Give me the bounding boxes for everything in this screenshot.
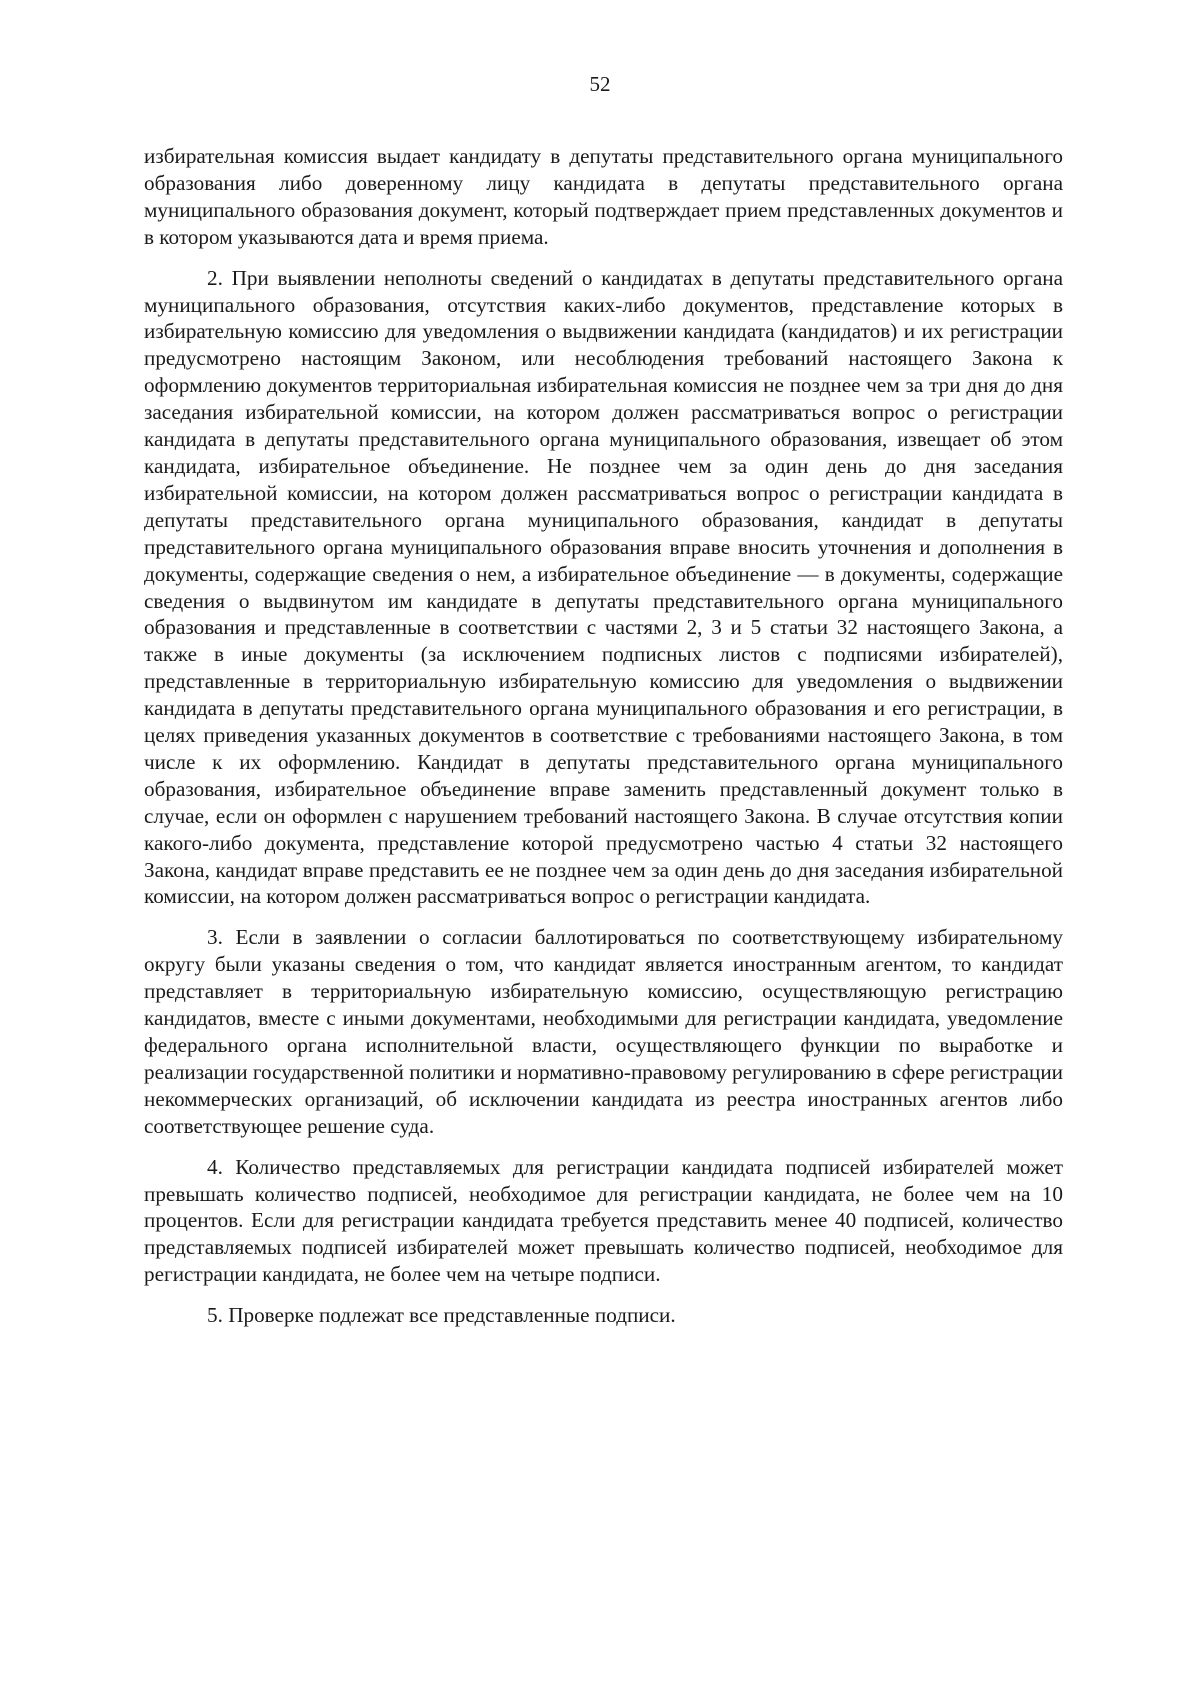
paragraph-4: 4. Количество представляемых для регистрации кандидата подписей избирателей может превышать количество подписей, необходимое для регистрации кандидата, не более чем на 10 процентов. Если для регистрации кандидата требуется представить менее 40 подписей, количество представляемых подписей избирателей может превышать количество подписей, необходимое для регистрации кандидата, не более чем на четыре подписи. <box>144 1154 1063 1287</box>
paragraph-continuation: избирательная комиссия выдает кандидату в депутаты представительного органа муниципального образования либо доверенному лицу кандидата в депутаты представительного органа муниципального образования документ, который подтверждает прием представленных документов и в котором указываются дата и время приема. <box>144 144 1063 249</box>
document-body <box>144 143 1063 1343</box>
paragraph-5: 5. Проверке подлежат все представленные подписи. <box>207 1303 676 1328</box>
page-number: 52 <box>589 72 611 96</box>
paragraph-3: 3. Если в заявлении о согласии баллотироваться по соответствующему избирательному округу были указаны сведения о том, что кандидат является иностранным агентом, то кандидат представляет в территориальную избирательную комиссию, осуществляющую регистрацию кандидатов, вместе с иными документами, необходимыми для регистрации кандидата, уведомление федерального органа исполнительной власти, осуществляющего функции по выработке и реализации государственной политики и нормативно-правовому регулированию в сфере регистрации некоммерческих организаций, об исключении кандидата из реестра иностранных агентов либо соответствующее решение суда. <box>144 925 1063 1138</box>
paragraph-2: 2. При выявлении неполноты сведений о кандидатах в депутаты представительного органа муниципального образования, отсутствия каких-либо документов, представление которых в избирательную комиссию для уведомления о выдвижении кандидата (кандидатов) и их регистрации предусмотрено настоящим Законом, или несоблюдения требований настоящего Закона к оформлению документов территориальная избирательная комиссия не позднее чем за три дня до дня заседания избирательной комиссии, на котором должен рассматриваться вопрос о регистрации кандидата в депутаты представительного органа муниципального образования, извещает об этом кандидата, избирательное объединение. Не позднее чем за один день до дня заседания избирательной комиссии, на котором должен рассматриваться вопрос о регистрации кандидата в депутаты представительного органа муниципального образования, кандидат в депутаты представительного органа муниципального образования вправе вносить уточнения и дополнения в документы, содержащие сведения о нем, а избирательное объединение — в документы, содержащие сведения о выдвинутом им кандидате в депутаты представительного органа муниципального образования и представленные в соответствии с частями 2, 3 и 5 статьи 32 настоящего Закона, а также в иные документы (за исключением подписных листов с подписями избирателей), представленные в территориальную избирательную комиссию для уведомления о выдвижении кандидата в депутаты представительного органа муниципального образования и его регистрации, в целях приведения указанных документов в соответствие с требованиями настоящего Закона, в том числе к их оформлению. Кандидат в депутаты представительного органа муниципального образования, избирательное объединение вправе заменить представленный документ только в случае, если он оформлен с нарушением требований настоящего Закона. В случае отсутствия копии какого-либо документа, представление которой предусмотрено частью 4 статьи 32 настоящего Закона, кандидат вправе представить ее не позднее чем за один день до дня заседания избирательной комиссии, на котором должен рассматриваться вопрос о регистрации кандидата. <box>144 265 1063 909</box>
